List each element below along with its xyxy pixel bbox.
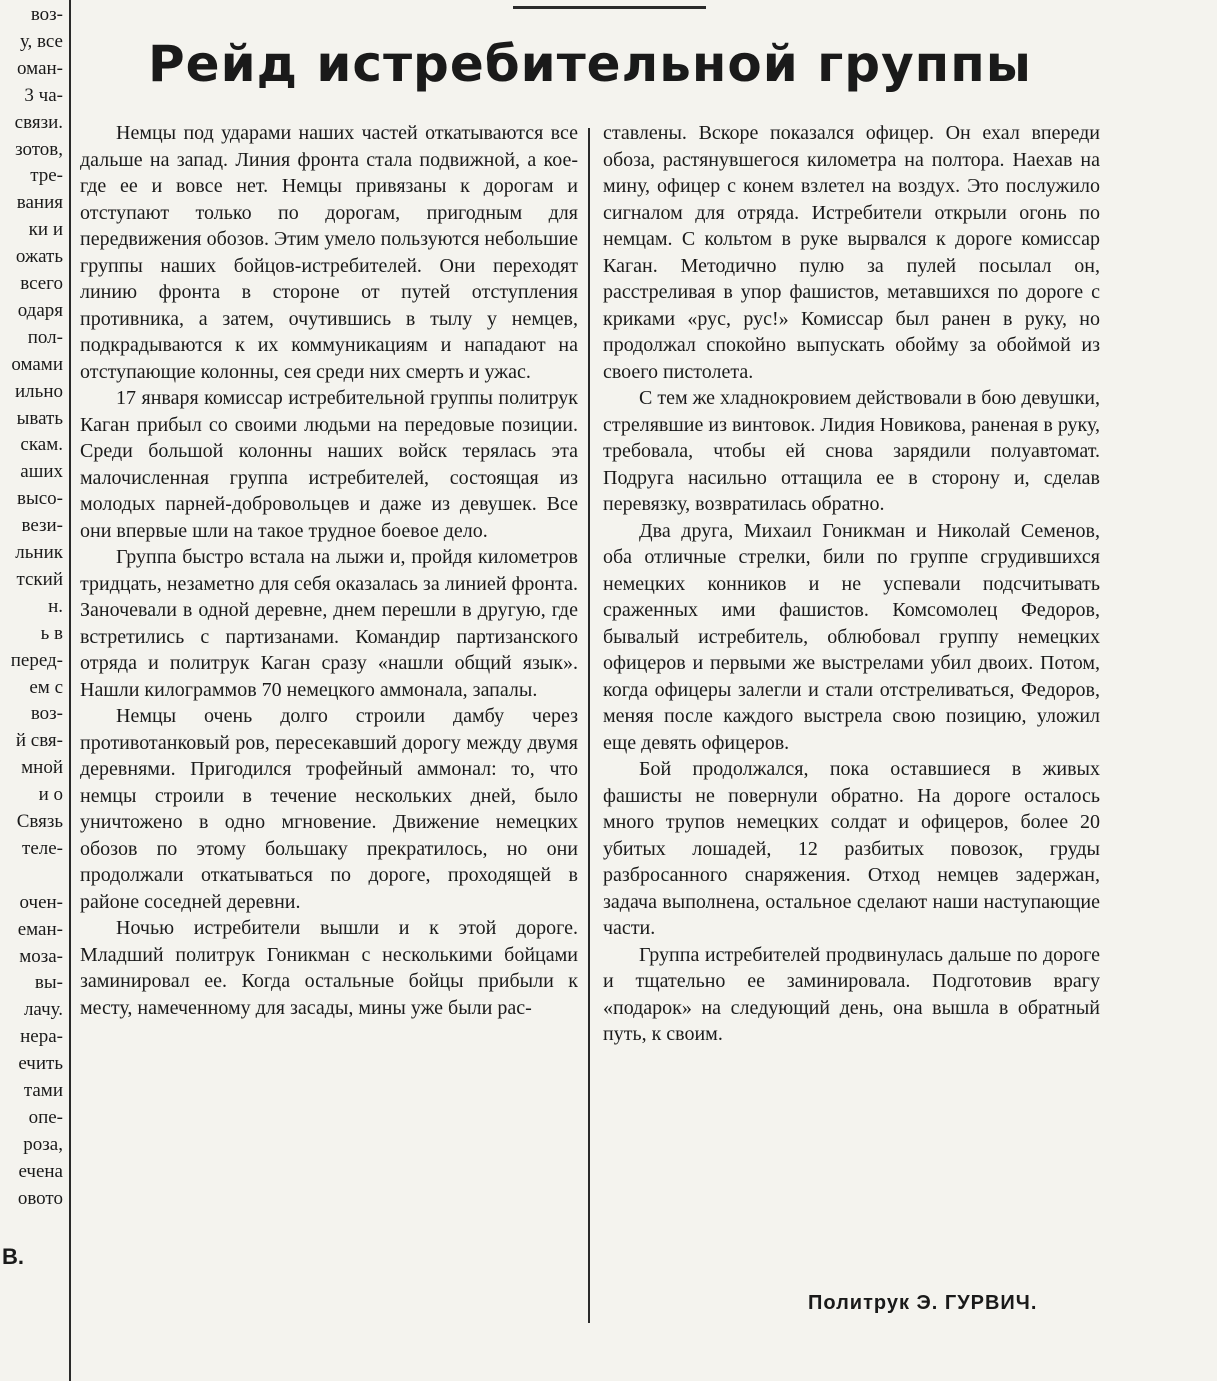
adjacent-column-line: ожать [15, 246, 63, 268]
adjacent-column-line: нера- [20, 1026, 63, 1048]
adjacent-column-line: скам. [20, 434, 63, 456]
adjacent-column-line: ечить [18, 1053, 63, 1075]
adjacent-column-line: 3 ча- [24, 84, 63, 106]
adjacent-column-line: и о [38, 784, 63, 806]
article-headline: Рейд истребительной группы [148, 35, 1032, 93]
adjacent-column-line: тами [23, 1080, 63, 1101]
adjacent-column-line: вы- [34, 972, 63, 994]
adjacent-column-line: высо- [17, 488, 63, 510]
adjacent-column-line: теле- [22, 837, 63, 859]
adjacent-column-line: роза, [23, 1133, 63, 1155]
adjacent-column-line: воз- [30, 4, 63, 25]
paragraph: 17 января комиссар истребительной группы политрук Каган прибыл со своими людьми на передовые позиции. Среди большой колонны наших войск терялась эта малочисленная группа истребителей, состоящая из молодых парней-добровольцев и даже из девушек. Все они впервые шли на такое трудное боевое дело. [80, 387, 578, 542]
adjacent-column-line: пол- [27, 326, 63, 348]
column-divider-middle [588, 128, 590, 1323]
adjacent-column-line: ывать [16, 407, 63, 429]
paragraph: Бой продолжался, пока оставшиеся в живых фашисты не повернули обратно. На дороге осталось много трупов немецких солдат и офицеров, более 20 убитых лошадей, 12 разбитых повозок, груды разбросанного снаряжения. Отход немцев задержан, задача выполнена, остальное сделают наши наступающие части. [603, 758, 1100, 939]
adjacent-column-line: моза- [19, 945, 63, 967]
adjacent-column-line: тский [16, 568, 63, 590]
adjacent-column-line: тре- [30, 165, 63, 187]
top-rule [513, 6, 706, 9]
article-column-left [80, 120, 578, 1021]
adjacent-column-line: ки и [28, 219, 63, 241]
adjacent-column-line: овото [17, 1187, 63, 1209]
adjacent-column-line: еман- [17, 918, 63, 940]
adjacent-column-line: связи. [14, 111, 63, 133]
adjacent-column-line: Связь [16, 811, 63, 832]
adjacent-column-line: лачу. [23, 999, 63, 1021]
paragraph: Группа истребителей продвинулась дальше по дороге и тщательно ее заминировала. Подготовив врагу «подарок» на следующий день, она вышла в обратный путь, к своим. [603, 943, 1100, 1045]
adjacent-column-line: одаря [17, 299, 63, 321]
adjacent-column-fragment [0, 0, 63, 1381]
adjacent-column-line: у, все [19, 30, 63, 52]
adjacent-column-line: опе- [28, 1106, 63, 1128]
adjacent-column-line: всего [20, 273, 63, 294]
adjacent-column-line: вания [16, 192, 63, 214]
paragraph: Немцы очень долго строили дамбу через противотанковый ров, пересекавший дорогу между двумя деревнями. Пригодился трофейный аммонал: то, что немцы строили в течение нескольких дней, было уничтожено в одно мгновение. Движение немецких обозов по этому большаку прекратилось, но они продолжали откатываться по дороге, проходящей в районе соседней деревни. [80, 705, 578, 913]
paragraph: Немцы под ударами наших частей откатываются все дальше на запад. Линия фронта стала подвижной, а кое-где ее и вовсе нет. Немцы привязаны к дорогам и отступают только по дорогам, пригодным для передвижения обозов. Этим умело пользуются небольшие группы наших бойцов-истребителей. Они переходят линию фронта в стороне от путей отступления противника, а затем, очутившись в тылу у немцев, подкрадываются к их коммуникациям и нападают на отступающие колонны, сея среди них смерть и ужас. [80, 122, 578, 383]
adjacent-column-line: ечена [18, 1160, 63, 1182]
adjacent-column-line: й свя- [15, 730, 63, 752]
adjacent-column-signature: В. [2, 1244, 24, 1269]
adjacent-column-line: омами [11, 353, 63, 375]
paragraph: ставлены. Вскоре показался офицер. Он ехал впереди обоза, растянувшегося километра на полтора. Наехав на мину, офицер с конем взлетел на воздух. Это послужило сигналом для отряда. Истребители открыли огонь по немцам. С кольтом в руке вырвался к дороге комиссар Каган. Методично пулю за пулей посылал он, расстреливая в упор фашистов, метавшихся по дороге с криками «рус, рус!» Комиссар был ранен в руку, но продолжал спокойно выпускать обойму за обоймой из своего пистолета. [603, 122, 1100, 383]
adjacent-column-line: воз- [30, 703, 63, 725]
author-signature: Политрук Э. ГУРВИЧ. [808, 1292, 1038, 1314]
adjacent-column-line: н. [48, 595, 63, 617]
adjacent-column-line: ильно [15, 380, 63, 402]
adjacent-column-line: ь в [40, 622, 63, 644]
article-column-right [603, 120, 1100, 1048]
column-divider-left [69, 0, 71, 1381]
adjacent-column-line: льник [15, 542, 63, 563]
adjacent-column-line: оман- [17, 57, 63, 79]
adjacent-column-line: очен- [19, 891, 63, 913]
adjacent-column-line: вези- [21, 515, 63, 537]
adjacent-column-line: зотов, [15, 138, 63, 160]
paragraph: Группа быстро встала на лыжи и, пройдя километров тридцать, незаметно для себя оказалась за линией фронта. Заночевали в одной деревне, днем перешли в другую, где встретились с партизанами. Командир партизанского отряда и политрук Каган сразу «нашли общий язык». Нашли килограммов 70 немецкого аммонала, запалы. [80, 546, 578, 701]
adjacent-column-line: ем с [29, 676, 63, 698]
paragraph: С тем же хладнокровием действовали в бою девушки, стрелявшие из винтовок. Лидия Новикова, раненая в руку, требовала, чтобы ей снова зарядили полуавтомат. Подруга насильно оттащила ее в сторону и, сделав перевязку, возвратилась обратно. [603, 387, 1100, 515]
adjacent-column-line: мной [21, 757, 63, 779]
paragraph: Два друга, Михаил Гоникман и Николай Семенов, оба отличные стрелки, били по группе сгрудившихся немецких конников и не успевали подсчитывать сраженных ими фашистов. Комсомолец Федоров, бывалый истребитель, облюбовал группу немецких офицеров и первыми же выстрелами убил двоих. Потом, когда офицеры залегли и стали отстреливаться, Федоров, меняя после каждого выстрела свою позицию, уложил еще девять офицеров. [603, 519, 1100, 754]
adjacent-column-line: перед- [10, 649, 63, 671]
paragraph: Ночью истребители вышли и к этой дороге. Младший политрук Гоникман с несколькими бойцами заминировал ее. Когда остальные бойцы прибыли к месту, намеченному для засады, мины уже были рас- [80, 917, 578, 1019]
adjacent-column-line: аших [20, 461, 63, 483]
